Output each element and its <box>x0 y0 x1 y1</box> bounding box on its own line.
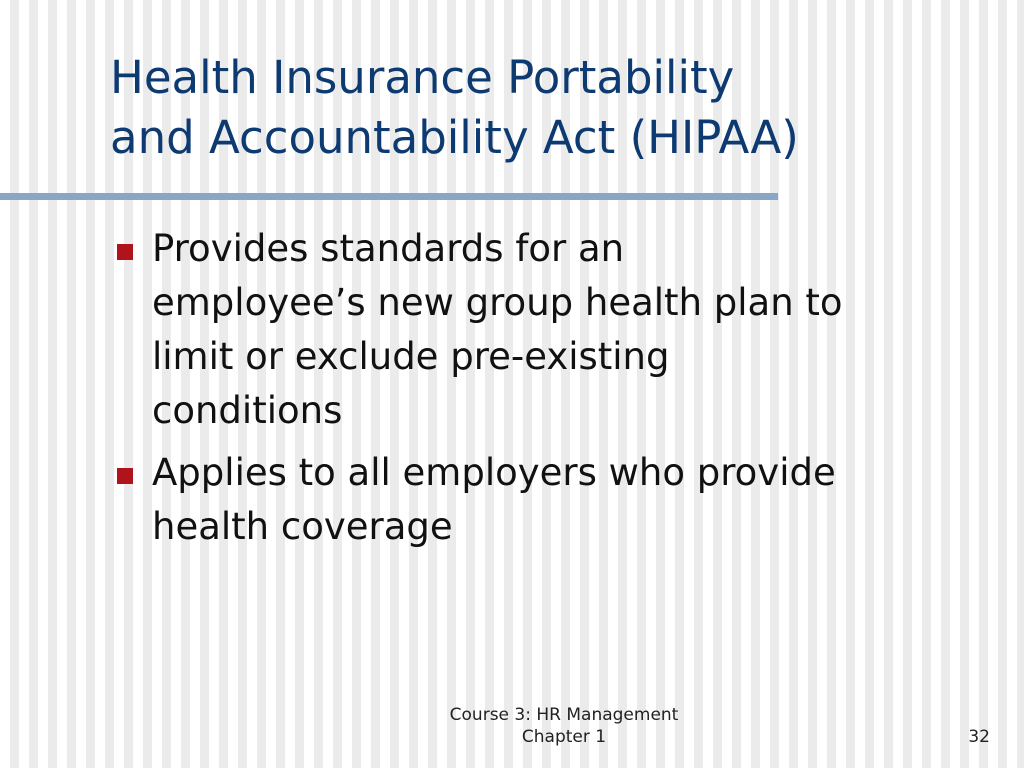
bullet-text-line: limit or exclude pre-existing <box>152 335 670 378</box>
slide-title-line: Health Insurance Portability <box>110 51 735 104</box>
title-divider <box>0 193 778 200</box>
slide-title-line: and Accountability Act (HIPAA) <box>110 111 799 164</box>
footer-course: Course 3: HR Management <box>449 705 679 725</box>
square-bullet-icon <box>117 468 133 484</box>
bullet-item <box>114 446 1014 554</box>
slide-footer <box>400 704 728 748</box>
bullet-text-line: conditions <box>152 389 343 432</box>
bullet-item <box>114 222 1014 438</box>
square-bullet-icon <box>117 244 133 260</box>
bullet-text-line: Applies to all employers who provide <box>152 451 836 494</box>
slide-page-number: 32 <box>968 727 990 747</box>
bullet-list <box>114 222 1014 562</box>
footer-chapter: Chapter 1 <box>521 727 607 747</box>
bullet-text-line: employee’s new group health plan to <box>152 281 843 324</box>
slide-title <box>110 48 1010 168</box>
bullet-text-line: Provides standards for an <box>152 227 625 270</box>
bullet-text-line: health coverage <box>152 505 453 548</box>
